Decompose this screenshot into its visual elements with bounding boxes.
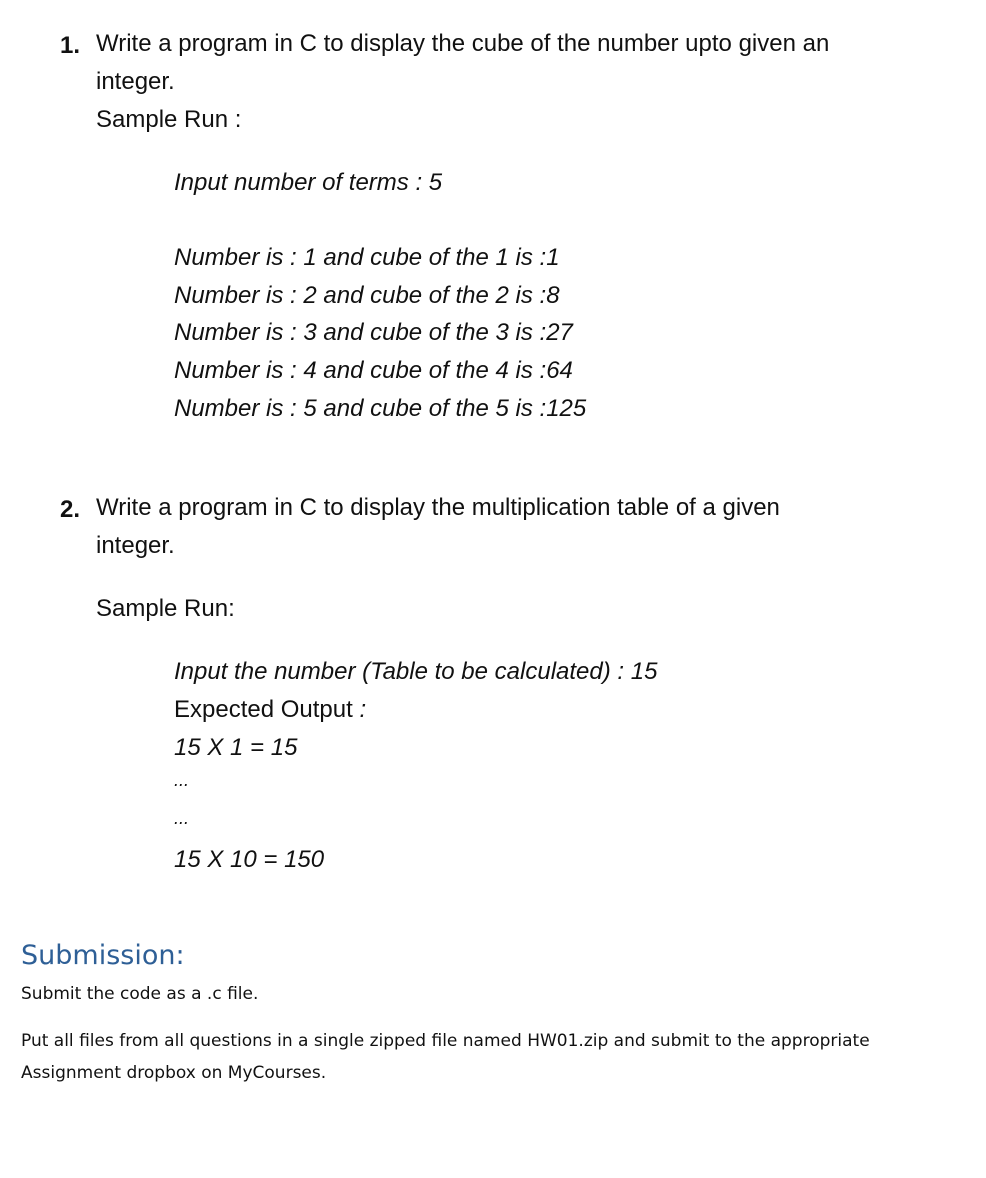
question-2-input-line: Input the number (Table to be calculated) : 15 — [174, 658, 658, 685]
question-2-number: 2. — [60, 496, 81, 523]
question-1-output-line: Number is : 5 and cube of the 5 is :125 — [174, 395, 587, 422]
submission-heading: Submission: — [21, 940, 185, 971]
question-2-expected-output-label — [174, 696, 366, 724]
question-2-output-line: 15 X 1 = 15 — [174, 734, 298, 761]
submission-line-2: Put all files from all questions in a single zipped file named HW01.zip and submit to the appropriate — [21, 1031, 870, 1051]
expected-output-colon: : — [352, 696, 367, 723]
question-2-text-line2: integer. — [96, 532, 175, 559]
question-2-text-line1: Write a program in C to display the multiplication table of a given — [96, 494, 780, 521]
question-1-sample-label: Sample Run : — [96, 106, 242, 133]
question-2-sample-label: Sample Run: — [96, 595, 235, 622]
question-1-output-line: Number is : 2 and cube of the 2 is :8 — [174, 282, 560, 309]
question-1-text-line1: Write a program in C to display the cube of the number upto given an — [96, 30, 830, 57]
submission-line-1: Submit the code as a .c file. — [21, 984, 259, 1004]
question-1-output-line: Number is : 1 and cube of the 1 is :1 — [174, 244, 560, 271]
question-1-text-line2: integer. — [96, 68, 175, 95]
question-1-output-line: Number is : 3 and cube of the 3 is :27 — [174, 319, 573, 346]
question-2-output-ellipsis: ... — [174, 808, 190, 828]
question-2-output-ellipsis: ... — [174, 770, 190, 790]
question-1-output-line: Number is : 4 and cube of the 4 is :64 — [174, 357, 573, 384]
question-1-input-line: Input number of terms : 5 — [174, 169, 443, 196]
question-2-output-line: 15 X 10 = 150 — [174, 846, 325, 873]
question-1-number: 1. — [60, 32, 81, 59]
expected-output-text: Expected Output — [174, 696, 353, 723]
submission-line-3: Assignment dropbox on MyCourses. — [21, 1063, 327, 1083]
